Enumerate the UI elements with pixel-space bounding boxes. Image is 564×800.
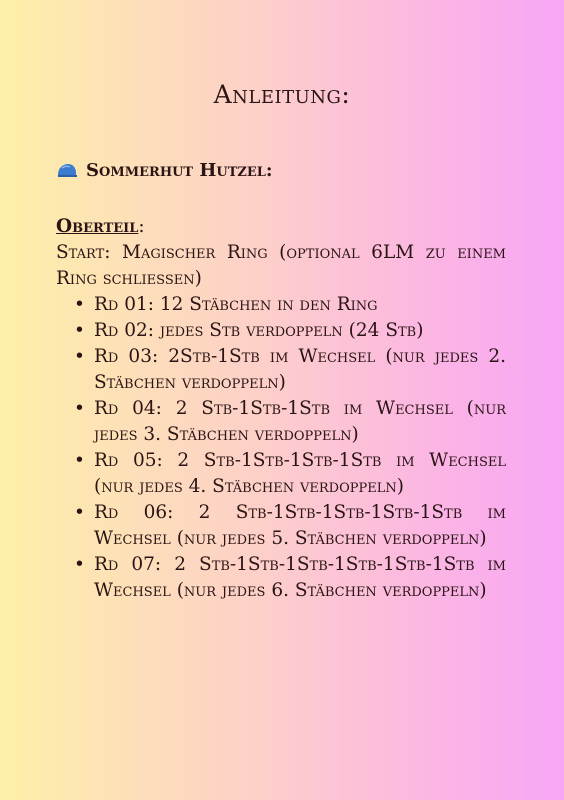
- list-item: [56, 344, 506, 396]
- part-colon: :: [138, 216, 145, 237]
- bullet: •: [74, 346, 85, 367]
- round-text: Rd 06: 2 Stb-1Stb-1Stb-1Stb-1Stb im Wechsel (nur jedes 5. Stäbchen verdoppeln): [94, 502, 506, 549]
- round-text: Rd 05: 2 Stb-1Stb-1Stb-1Stb im Wechsel (nur jedes 4. Stäbchen verdoppeln): [94, 450, 506, 497]
- list-item: [56, 448, 506, 500]
- round-text: Rd 03: 2Stb-1Stb im Wechsel (nur jedes 2. Stäbchen verdoppeln): [94, 346, 506, 393]
- list-item: [56, 500, 506, 552]
- part-label: Oberteil: [56, 216, 139, 237]
- instructions: [56, 214, 506, 604]
- list-item: [56, 318, 506, 344]
- bullet: •: [74, 502, 85, 523]
- section-heading-text: Sommerhut Hutzel:: [86, 160, 273, 181]
- start-instruction: Start: Magischer Ring (optional 6LM zu einem Ring schließen): [56, 242, 506, 289]
- bullet: •: [74, 450, 85, 471]
- round-text: Rd 02: jedes Stb verdoppeln (24 Stb): [94, 320, 424, 341]
- section-heading: [56, 160, 273, 181]
- bullet: •: [74, 294, 85, 315]
- round-text: Rd 04: 2 Stb-1Stb-1Stb im Wechsel (nur jedes 3. Stäbchen verdoppeln): [94, 398, 506, 445]
- round-text: Rd 01: 12 Stäbchen in den Ring: [94, 294, 378, 315]
- page-title: Anleitung:: [213, 80, 351, 109]
- cap-icon: [56, 163, 78, 179]
- rounds-list: [56, 292, 506, 604]
- bullet: •: [74, 320, 85, 341]
- bullet: •: [74, 554, 85, 575]
- list-item: [56, 292, 506, 318]
- list-item: [56, 396, 506, 448]
- part-heading: [56, 214, 506, 240]
- list-item: [56, 552, 506, 604]
- bullet: •: [74, 398, 85, 419]
- round-text: Rd 07: 2 Stb-1Stb-1Stb-1Stb-1Stb-1Stb im Wechsel (nur jedes 6. Stäbchen verdoppeln): [94, 554, 506, 601]
